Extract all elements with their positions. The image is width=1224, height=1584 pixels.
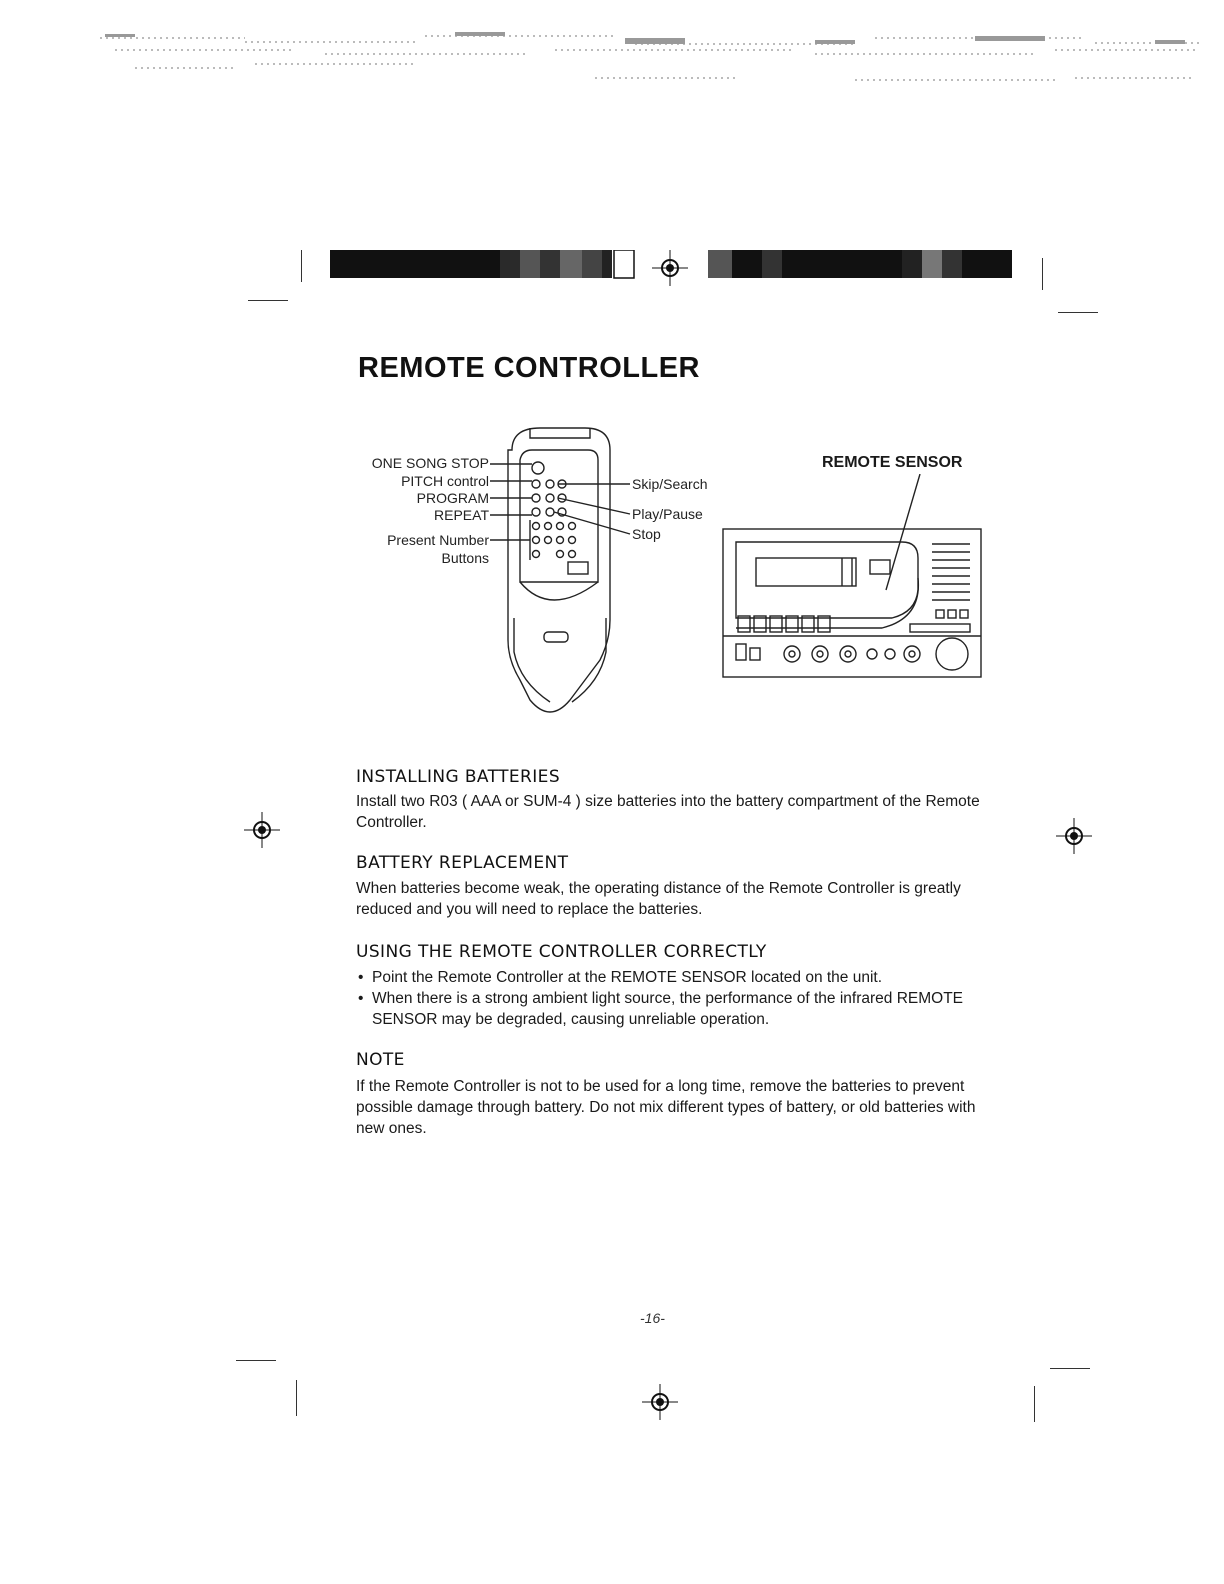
crop-mark — [1042, 258, 1043, 290]
label-one-song-stop: ONE SONG STOP — [371, 455, 489, 471]
label-stop: Stop — [632, 526, 661, 542]
list-using-remote — [356, 967, 986, 1030]
registration-mark-icon — [652, 250, 688, 286]
registration-mark-icon — [642, 1384, 678, 1420]
label-buttons: Buttons — [441, 550, 489, 566]
remote-diagram — [340, 420, 1000, 720]
crop-mark — [1034, 1386, 1035, 1422]
heading-installing-batteries: INSTALLING BATTERIES — [356, 767, 561, 787]
crop-mark — [301, 250, 302, 282]
text-installing-batteries: Install two R03 ( AAA or SUM-4 ) size batteries into the battery compartment of the Remote Controller. — [356, 793, 980, 831]
label-play-pause: Play/Pause — [632, 506, 703, 522]
registration-mark-icon — [244, 812, 280, 848]
crop-mark — [1058, 312, 1098, 313]
label-pitch-control: PITCH control — [401, 473, 489, 489]
sensor-leader-line — [880, 474, 940, 594]
registration-mark-icon — [1056, 818, 1092, 854]
page-number: -16- — [640, 1310, 665, 1326]
heading-using-remote: USING THE REMOTE CONTROLLER CORRECTLY — [356, 942, 767, 962]
crop-mark — [236, 1360, 276, 1361]
text-battery-replacement: When batteries become weak, the operating distance of the Remote Controller is greatly reduced and you will need to replace the batteries. — [356, 880, 961, 918]
label-remote-sensor: REMOTE SENSOR — [822, 454, 963, 471]
label-program: PROGRAM — [416, 490, 489, 506]
list-item: • When there is a strong ambient light source, the performance of the infrared REMOTE SENSOR may be degraded, causing unreliable operation. — [356, 988, 986, 1030]
stereo-unit-illustration — [722, 528, 984, 680]
text-note: If the Remote Controller is not to be used for a long time, remove the batteries to prevent possible damage through battery. Do not mix different types of battery, or old batteries with new ones. — [356, 1078, 976, 1137]
scan-noise — [95, 28, 1205, 88]
heading-battery-replacement: BATTERY REPLACEMENT — [356, 853, 569, 873]
page-title: REMOTE CONTROLLER — [358, 352, 700, 384]
list-item: • Point the Remote Controller at the REMOTE SENSOR located on the unit. — [356, 967, 986, 988]
label-repeat: REPEAT — [434, 507, 489, 523]
crop-mark — [248, 300, 288, 301]
crop-mark — [1050, 1368, 1090, 1369]
heading-note: NOTE — [356, 1050, 405, 1070]
label-present-number: Present Number — [387, 532, 489, 548]
crop-mark — [296, 1380, 297, 1416]
label-skip-search: Skip/Search — [632, 476, 708, 492]
